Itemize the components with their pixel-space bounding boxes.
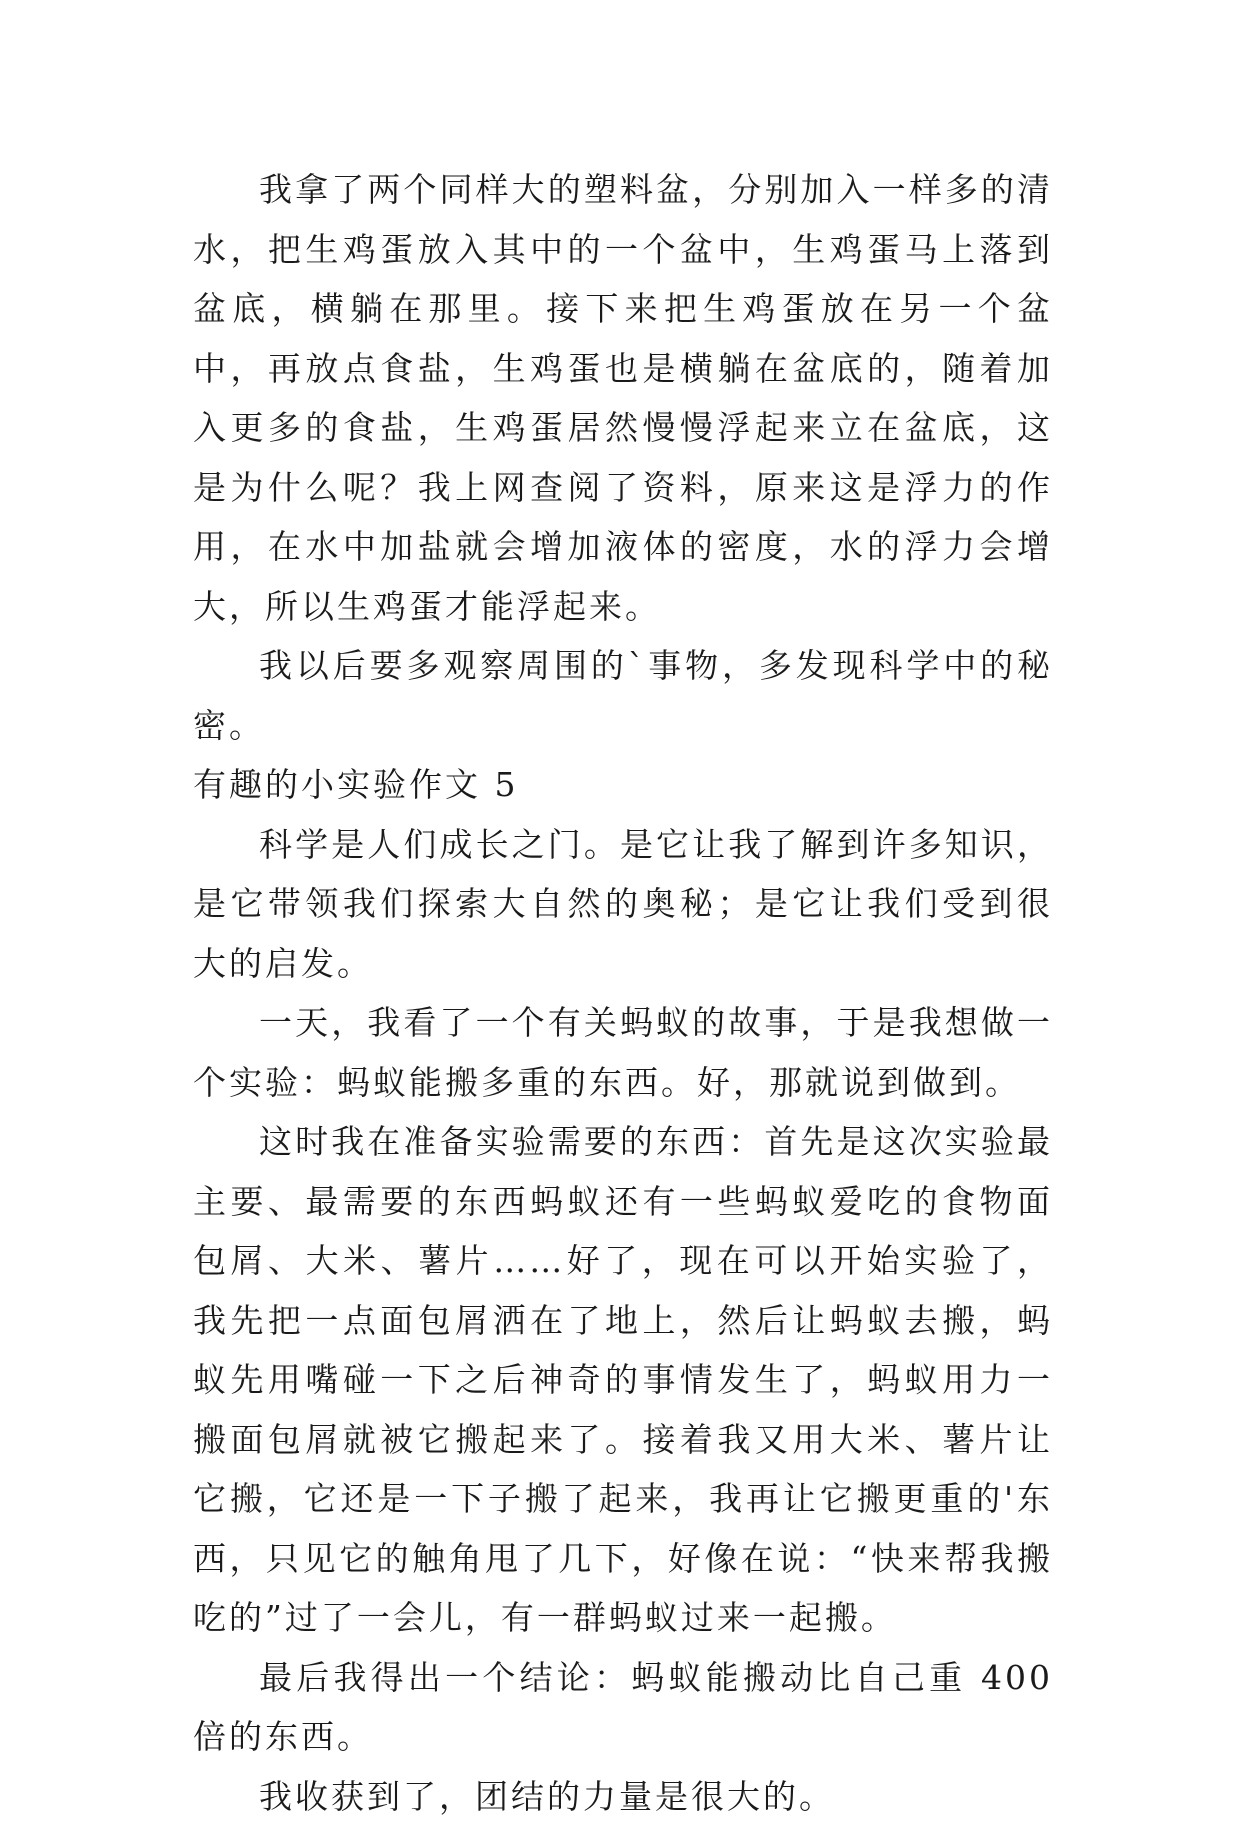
paragraph-teamwork: 我收获到了，团结的力量是很大的。	[193, 1767, 1053, 1826]
paragraph-ant-story: 一天，我看了一个有关蚂蚁的故事，于是我想做一个实验：蚂蚁能搬多重的东西。好，那就说到做到。	[193, 993, 1053, 1112]
paragraph-science-intro: 科学是人们成长之门。是它让我了解到许多知识，是它带领我们探索大自然的奥秘；是它让我们受到很大的启发。	[193, 815, 1053, 994]
section-heading: 有趣的小实验作文 5	[193, 755, 1053, 815]
paragraph-egg-experiment: 我拿了两个同样大的塑料盆，分别加入一样多的清水，把生鸡蛋放入其中的一个盆中，生鸡蛋马上落到盆底，横躺在那里。接下来把生鸡蛋放在另一个盆中，再放点食盐，生鸡蛋也是横躺在盆底的，随着加入更多的食盐，生鸡蛋居然慢慢浮起来立在盆底，这是为什么呢？我上网查阅了资料，原来这是浮力的作用，在水中加盐就会增加液体的密度，水的浮力会增大，所以生鸡蛋才能浮起来。	[193, 160, 1053, 636]
paragraph-ant-experiment: 这时我在准备实验需要的东西：首先是这次实验最主要、最需要的东西蚂蚁还有一些蚂蚁爱吃的食物面包屑、大米、薯片……好了，现在可以开始实验了，我先把一点面包屑洒在了地上，然后让蚂蚁去搬，蚂蚁先用嘴碰一下之后神奇的事情发生了，蚂蚁用力一搬面包屑就被它搬起来了。接着我又用大米、薯片让它搬，它还是一下子搬了起来，我再让它搬更重的'东西，只见它的触角甩了几下，好像在说：“快来帮我搬吃的”过了一会儿，有一群蚂蚁过来一起搬。	[193, 1112, 1053, 1648]
paragraph-conclusion: 最后我得出一个结论：蚂蚁能搬动比自己重 400 倍的东西。	[193, 1648, 1053, 1767]
document-body	[193, 160, 1053, 1826]
paragraph-observe-more: 我以后要多观察周围的`事物，多发现科学中的秘密。	[193, 636, 1053, 755]
